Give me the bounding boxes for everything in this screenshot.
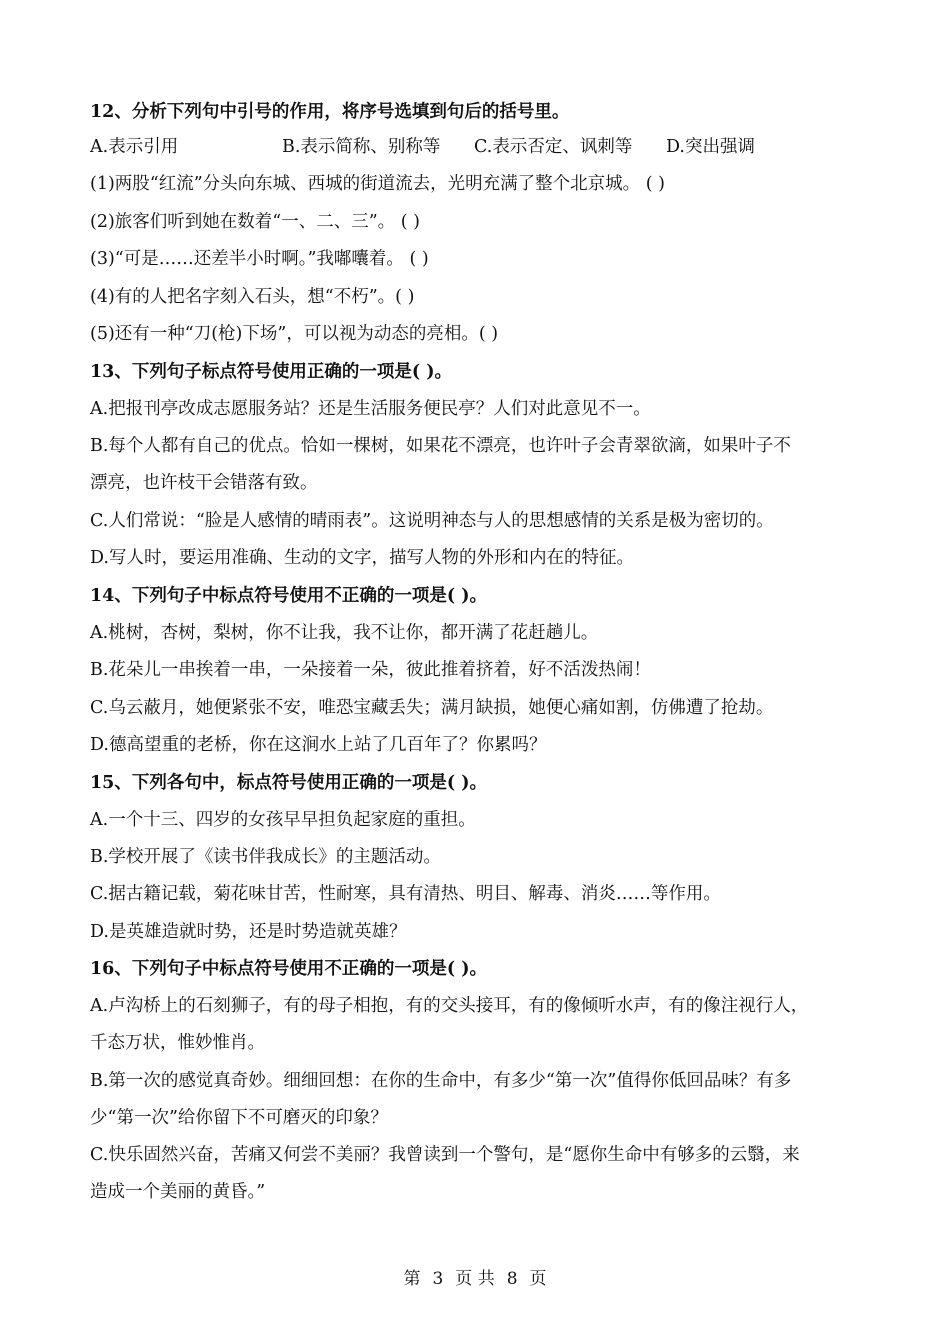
question-13-option-b-cont: 漂亮，也许枝干会错落有致。	[90, 473, 318, 493]
question-16-title: 16、下列句子中标点符号使用不正确的一项是( )。	[90, 959, 488, 979]
question-13-title: 13、下列句子标点符号使用正确的一项是( )。	[90, 362, 453, 382]
question-13-option-a: A.把报刊亭改成志愿服务站？还是生活服务便民亭？人们对此意见不一。	[90, 399, 651, 419]
question-16-option-c: C.快乐固然兴奋，苦痛又何尝不美丽？我曾读到一个警句，是“愿你生命中有够多的云翳，来	[90, 1145, 800, 1165]
footer-page-number: 3	[432, 1269, 444, 1289]
page-footer	[0, 1264, 950, 1289]
footer-total-pages: 8	[506, 1269, 518, 1289]
question-13-option-b: B.每个人都有自己的优点。恰如一棵树，如果花不漂亮，也许叶子会青翠欲滴，如果叶子不	[90, 436, 791, 456]
question-15-option-d: D.是英雄造就时势，还是时势造就英雄？	[90, 922, 407, 942]
option-a: A.表示引用	[90, 137, 179, 157]
question-14-option-d: D.德高望重的老桥，你在这涧水上站了几百年了？你累吗？	[90, 735, 547, 755]
question-12-item-3: (3)“可是……还差半小时啊。”我嘟囔着。 ( )	[90, 249, 429, 269]
footer-prefix: 第	[403, 1269, 421, 1289]
question-12-options	[90, 135, 755, 159]
question-16-option-b: B.第一次的感觉真奇妙。细细回想：在你的生命中，有多少“第一次”值得你低回品味？有多	[90, 1071, 792, 1091]
question-12-item-2: (2)旅客们听到她在数着“一、二、三”。 ( )	[90, 212, 420, 232]
question-12-item-5: (5)还有一种“刀(枪)下场”，可以视为动态的亮相。( )	[90, 324, 499, 344]
question-13-option-c: C.人们常说：“脸是人感情的晴雨表”。这说明神态与人的思想感情的关系是极为密切的。	[90, 511, 774, 531]
option-d: D.突出强调	[666, 137, 755, 157]
question-15-option-a: A.一个十三、四岁的女孩早早担负起家庭的重担。	[90, 810, 476, 830]
option-b: B.表示简称、别称等	[282, 137, 441, 157]
question-16-option-a: A.卢沟桥上的石刻狮子，有的母子相抱，有的交头接耳，有的像倾听水声，有的像注视行人，	[90, 996, 809, 1016]
footer-middle: 页 共	[455, 1269, 495, 1289]
question-12-item-4: (4)有的人把名字刻入石头，想“不朽”。( )	[90, 287, 415, 307]
option-c: C.表示否定、讽刺等	[474, 137, 633, 157]
question-16-option-c-cont: 造成一个美丽的黄昏。”	[90, 1182, 266, 1202]
question-16-option-b-cont: 少“第一次”给你留下不可磨灭的印象？	[90, 1108, 388, 1128]
question-15-title: 15、下列各句中，标点符号使用正确的一项是( )。	[90, 773, 488, 793]
question-12-title: 12、分析下列句中引号的作用，将序号选填到句后的括号里。	[90, 102, 570, 122]
question-14-title: 14、下列句子中标点符号使用不正确的一项是( )。	[90, 586, 488, 606]
question-16-option-a-cont: 千态万状，惟妙惟肖。	[90, 1033, 265, 1053]
question-15-option-c: C.据古籍记载，菊花味甘苦，性耐寒，具有清热、明目、解毒、消炎……等作用。	[90, 884, 721, 904]
footer-suffix: 页	[529, 1269, 547, 1289]
question-14-option-c: C.乌云蔽月，她便紧张不安，唯恐宝藏丢失；满月缺损，她便心痛如割，仿佛遭了抢劫。	[90, 698, 774, 718]
question-15-option-b: B.学校开展了《读书伴我成长》的主题活动。	[90, 847, 441, 867]
question-14-option-a: A.桃树，杏树，梨树，你不让我，我不让你，都开满了花赶趟儿。	[90, 623, 599, 643]
question-13-option-d: D.写人时，要运用准确、生动的文字，描写人物的外形和内在的特征。	[90, 548, 634, 568]
question-12-item-1: (1)两股“红流”分头向东城、西城的街道流去，光明充满了整个北京城。 ( )	[90, 174, 665, 194]
question-14-option-b: B.花朵儿一串挨着一串，一朵接着一朵，彼此推着挤着，好不活泼热闹！	[90, 660, 651, 680]
